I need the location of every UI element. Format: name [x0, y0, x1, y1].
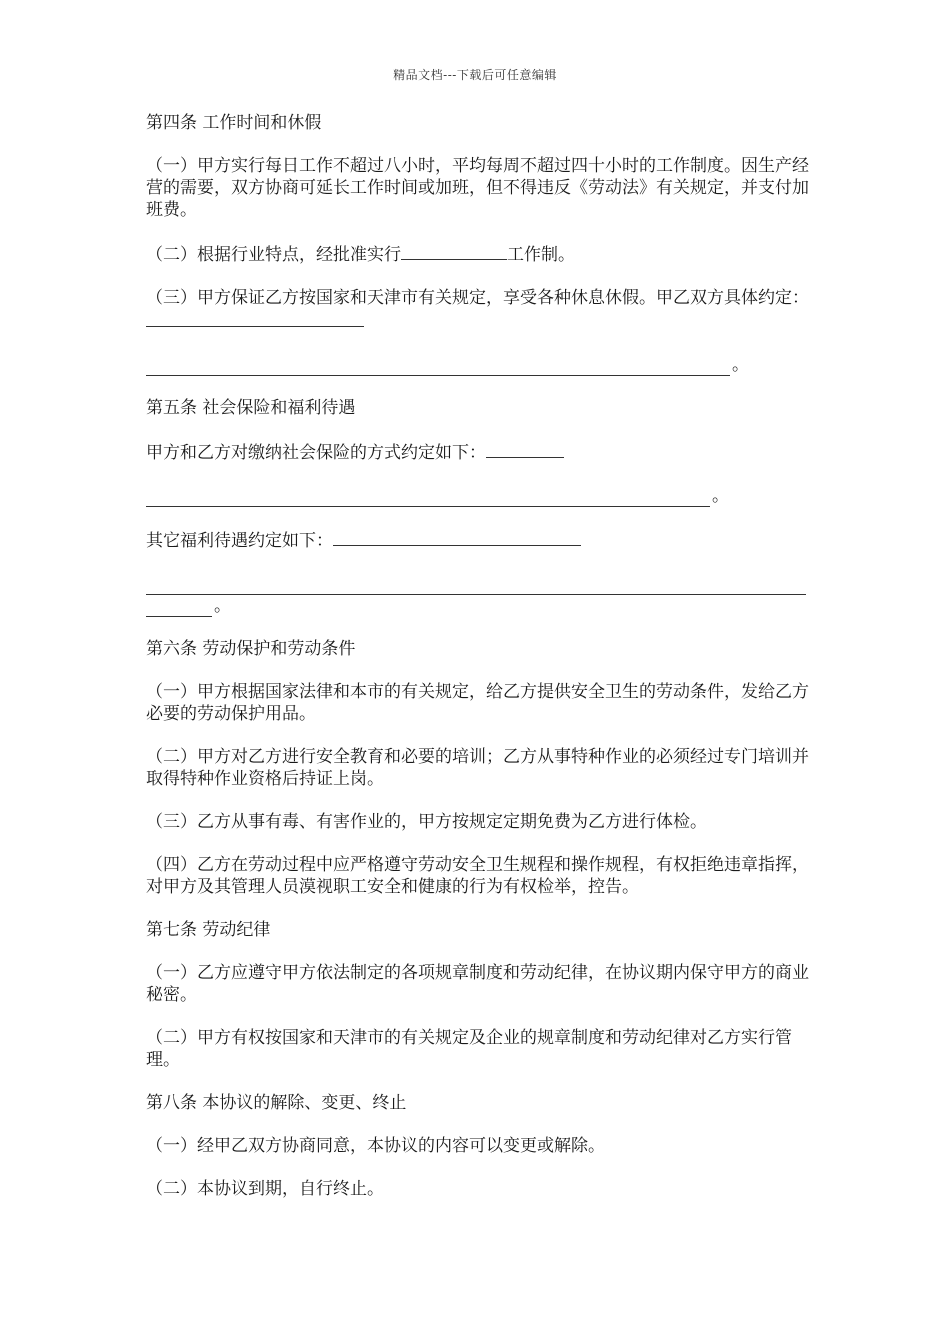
article-5-insurance	[146, 440, 810, 464]
article-4-clause-3	[146, 287, 810, 333]
article-4-clause-1: （一）甲方实行每日工作不超过八小时，平均每周不超过四十小时的工作制度。因生产经营的需要，双方协商可延长工作时间或加班，但不得违反《劳动法》有关规定，并支付加班费。	[146, 156, 809, 220]
period-mark: 。	[214, 596, 231, 616]
article-4-title: 第四条 工作时间和休假	[146, 113, 322, 133]
article-6-clause-3: （三）乙方从事有毒、有害作业的，甲方按规定定期免费为乙方进行体检。	[146, 812, 707, 832]
insurance-method-blank[interactable]	[486, 440, 564, 458]
welfare-blank-line-1[interactable]	[146, 573, 806, 595]
welfare-blank-line-2-row	[146, 595, 810, 617]
welfare-blank-line-2[interactable]	[146, 602, 212, 617]
article-7-clause-1: （一）乙方应遵守甲方依法制定的各项规章制度和劳动纪律，在协议期内保守甲方的商业秘密。	[146, 963, 809, 1005]
article-5-welfare	[146, 528, 810, 552]
document-body	[146, 112, 810, 1221]
article-7-clause-2: （二）甲方有权按国家和天津市的有关规定及企业的规章制度和劳动纪律对乙方实行管理。	[146, 1028, 792, 1070]
insurance-continuation	[146, 485, 810, 507]
work-system-blank[interactable]	[401, 242, 507, 260]
article-6-clause-2: （二）甲方对乙方进行安全教育和必要的培训；乙方从事特种作业的必须经过专门培训并取得特种作业资格后持证上岗。	[146, 747, 809, 789]
article-4-clause-2	[146, 242, 810, 266]
article-7-title: 第七条 劳动纪律	[146, 920, 271, 940]
article-5-title: 第五条 社会保险和福利待遇	[146, 398, 356, 418]
article-8-clause-2: （二）本协议到期，自行终止。	[146, 1179, 384, 1199]
article-4-clause-3-text: （三）甲方保证乙方按国家和天津市有关规定，享受各种休息休假。甲乙双方具体约定：	[146, 288, 809, 308]
leave-agreement-continuation	[146, 354, 810, 376]
welfare-continuation	[146, 573, 810, 617]
insurance-method-blank-line[interactable]	[146, 492, 710, 507]
leave-agreement-blank-line[interactable]	[146, 361, 730, 376]
welfare-blank[interactable]	[333, 528, 581, 546]
article-8-clause-1: （一）经甲乙双方协商同意，本协议的内容可以变更或解除。	[146, 1136, 605, 1156]
article-6-title: 第六条 劳动保护和劳动条件	[146, 639, 356, 659]
article-4-clause-2-suffix: 工作制。	[507, 245, 575, 265]
period-mark: 。	[732, 355, 749, 375]
article-6-clause-1: （一）甲方根据国家法律和本市的有关规定，给乙方提供安全卫生的劳动条件，发给乙方必要的劳动保护用品。	[146, 682, 809, 724]
article-5-insurance-text: 甲方和乙方对缴纳社会保险的方式约定如下：	[146, 443, 486, 463]
page-header: 精品文档---下载后可任意编辑	[393, 68, 557, 82]
article-6-clause-4: （四）乙方在劳动过程中应严格遵守劳动安全卫生规程和操作规程，有权拒绝违章指挥，对甲方及其管理人员漠视职工安全和健康的行为有权检举，控告。	[146, 855, 809, 897]
article-5-welfare-text: 其它福利待遇约定如下：	[146, 531, 333, 551]
article-8-title: 第八条 本协议的解除、变更、终止	[146, 1093, 407, 1113]
period-mark: 。	[712, 486, 729, 506]
article-4-clause-2-text: （二）根据行业特点，经批准实行	[146, 245, 401, 265]
leave-agreement-blank[interactable]	[146, 309, 364, 327]
